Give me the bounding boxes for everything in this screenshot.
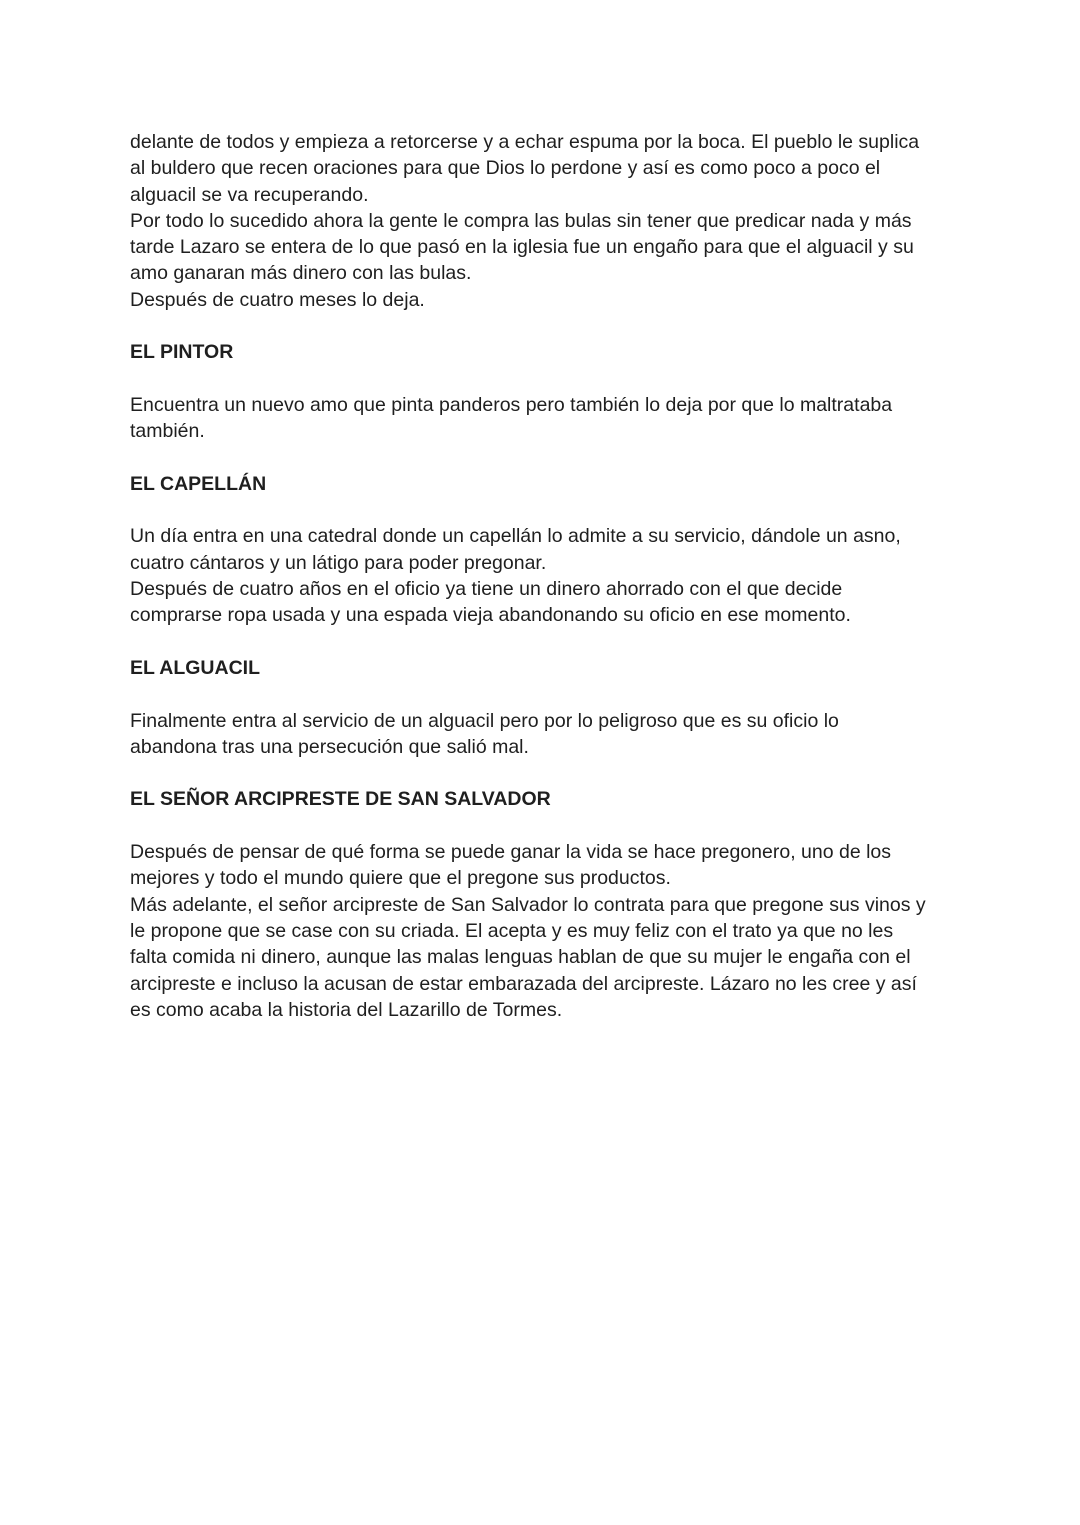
document-body <box>130 129 960 1023</box>
section-capellan <box>130 471 960 629</box>
section-paragraph: Encuentra un nuevo amo que pinta panderos pero también lo deja por que lo maltrataba también. <box>130 393 893 443</box>
section-heading-alguacil: EL ALGUACIL <box>130 656 260 679</box>
section-paragraph: Finalmente entra al servicio de un alguacil pero por lo peligroso que es su oficio lo abandona tras una persecución que salió mal. <box>130 709 839 758</box>
section-paragraph: Después de cuatro años en el oficio ya tiene un dinero ahorrado con el que decide comprarse ropa usada y una espada vieja abandonando su oficio en ese momento. <box>130 578 851 627</box>
intro-paragraph-2: Por todo lo sucedido ahora la gente le compra las bulas sin tener que predicar nada y más tarde Lazaro se entera de lo que pasó en la iglesia fue un engaño para que el alguacil y su amo ganaran más dinero con las bulas. <box>130 209 914 285</box>
section-paragraph: Más adelante, el señor arcipreste de San Salvador lo contrata para que pregone sus vinos y le propone que se case con su criada. El acepta y es muy feliz con el trato ya que no les falta comida ni dinero, aunque las malas lenguas hablan de que su mujer le engaña con el arcipreste e incluso la acusan de estar embarazada del arcipreste. Lázaro no les cree y así es como acaba la historia del Lazarillo de Tormes. <box>130 893 926 1021</box>
section-arcipreste <box>130 786 960 1023</box>
section-heading-arcipreste: EL SEÑOR ARCIPRESTE DE SAN SALVADOR <box>130 788 551 811</box>
section-pintor <box>130 339 960 444</box>
section-paragraph: Después de pensar de qué forma se puede ganar la vida se hace pregonero, uno de los mejores y todo el mundo quiere que el pregone sus productos. <box>130 841 892 890</box>
section-paragraph: Un día entra en una catedral donde un capellán lo admite a su servicio, dándole un asno, cuatro cántaros y un látigo para poder pregonar. <box>130 525 901 574</box>
section-alguacil <box>130 655 960 760</box>
section-heading-capellan: EL CAPELLÁN <box>130 472 267 495</box>
intro-paragraph-3: Después de cuatro meses lo deja. <box>130 288 425 311</box>
section-heading-pintor: EL PINTOR <box>130 341 234 364</box>
intro-paragraph-1: delante de todos y empieza a retorcerse y a echar espuma por la boca. El pueblo le suplica al buldero que recen oraciones para que Dios lo perdone y así es como poco a poco el alguacil se va recuperando. <box>130 131 920 206</box>
